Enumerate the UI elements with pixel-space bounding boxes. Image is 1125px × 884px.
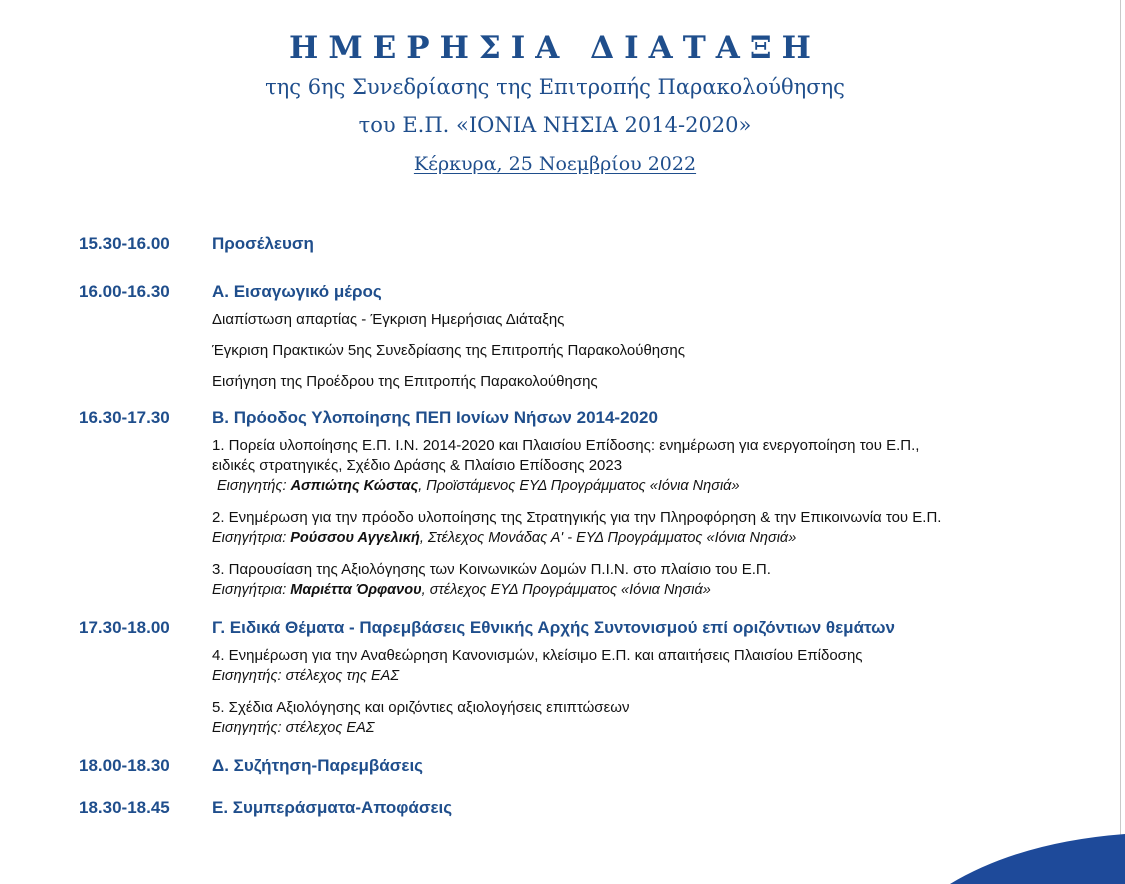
agenda-section-title: Δ. Συζήτηση-Παρεμβάσεις [212,756,424,775]
speaker-label: Εισηγητής: [217,478,291,494]
agenda-item: Έγκριση Πρακτικών 5ης Συνεδρίασης της Επιτροπής Παρακολούθησης [212,342,685,359]
item-text: 1. Πορεία υλοποίησης Ε.Π. Ι.Ν. 2014-2020 και Πλαισίου Επίδοσης: ενημέρωση για ενεργοποίηση του Ε.Π., [212,437,920,454]
speaker-role: , Προϊστάμενος ΕΥΔ Προγράμματος «Ιόνια Νησιά» [418,478,740,494]
agenda-time: 18.30-18.45 [79,798,170,817]
speaker-label: Εισηγήτρια: [212,582,291,598]
agenda-section-title: Γ. Ειδικά Θέματα - Παρεμβάσεις Εθνικής Αρχής Συντονισμού επί οριζόντιων θεμάτων [212,618,895,637]
agenda-block [79,404,1079,600]
agenda-numbered-item [212,508,1079,548]
speaker-line: Εισηγητής: στέλεχος ΕΑΣ [212,720,375,736]
agenda-section-title: Προσέλευση [212,234,314,253]
speaker-name: Ρούσσου Αγγελική [290,530,420,546]
document-header [0,28,1110,184]
agenda-block [79,752,1079,780]
agenda-item: Εισήγηση της Προέδρου της Επιτροπής Παρακολούθησης [212,373,598,390]
speaker-label: Εισηγήτρια: [212,530,291,546]
agenda-time: 15.30-16.00 [79,234,170,253]
item-text: ειδικές στρατηγικές, Σχέδιο Δράσης & Πλαίσιο Επίδοσης 2023 [212,457,623,474]
agenda-block [79,614,1079,738]
agenda-numbered-item [212,436,1079,496]
speaker-line [212,580,1079,600]
agenda-section-title: Β. Πρόοδος Υλοποίησης ΠΕΠ Ιονίων Νήσων 2014-2020 [212,408,658,427]
agenda-time: 17.30-18.00 [79,618,170,637]
speaker-name: Μαριέττα Όρφανου [290,582,422,598]
agenda-block [79,794,1079,822]
speaker-role: , στέλεχος ΕΥΔ Προγράμματος «Ιόνια Νησιά» [421,582,711,598]
speaker-line: Εισηγητής: στέλεχος της ΕΑΣ [212,668,400,684]
speaker-line [212,476,1079,496]
subtitle-line-2: του Ε.Π. «ΙΟΝΙΑ ΝΗΣΙΑ 2014-2020» [358,113,752,137]
item-text: 5. Σχέδια Αξιολόγησης και οριζόντιες αξιολογήσεις επιπτώσεων [212,699,630,716]
page-edge [1120,0,1121,884]
agenda-item: Διαπίστωση απαρτίας - Έγκριση Ημερήσιας Διάταξης [212,311,565,328]
speaker-line [212,528,1079,548]
agenda-time: 18.00-18.30 [79,756,170,775]
subtitle-line-1: της 6ης Συνεδρίασης της Επιτροπής Παρακολούθησης [265,75,845,99]
agenda-time: 16.00-16.30 [79,282,170,301]
meeting-date: Κέρκυρα, 25 Νοεμβρίου 2022 [413,153,697,175]
agenda-section-title: Α. Εισαγωγικό μέρος [212,282,382,301]
agenda-numbered-item [212,698,1079,738]
agenda-section-title: Ε. Συμπεράσματα-Αποφάσεις [212,798,453,817]
agenda-numbered-item [212,646,1079,686]
agenda-time: 16.30-17.30 [79,408,170,427]
agenda-block [79,230,1079,258]
agenda-block [79,278,1079,392]
document-title: ΗΜΕΡΗΣΙΑ ΔΙΑΤΑΞΗ [289,30,821,66]
item-text: 3. Παρουσίαση της Αξιολόγησης των Κοινωνικών Δομών Π.Ι.Ν. στο πλαίσιο του Ε.Π. [212,561,771,578]
agenda [79,230,1079,836]
corner-decoration [950,834,1125,884]
item-text: 2. Ενημέρωση για την πρόοδο υλοποίησης της Στρατηγικής για την Πληροφόρηση & την Επικοινωνία του Ε.Π. [212,509,942,526]
item-text: 4. Ενημέρωση για την Αναθεώρηση Κανονισμών, κλείσιμο Ε.Π. και απαιτήσεις Πλαισίου Επίδοσης [212,647,863,664]
speaker-name: Ασπιώτης Κώστας [290,478,419,494]
speaker-role: , Στέλεχος Μονάδας Α' - ΕΥΔ Προγράμματος «Ιόνια Νησιά» [419,530,797,546]
agenda-numbered-item [212,560,1079,600]
